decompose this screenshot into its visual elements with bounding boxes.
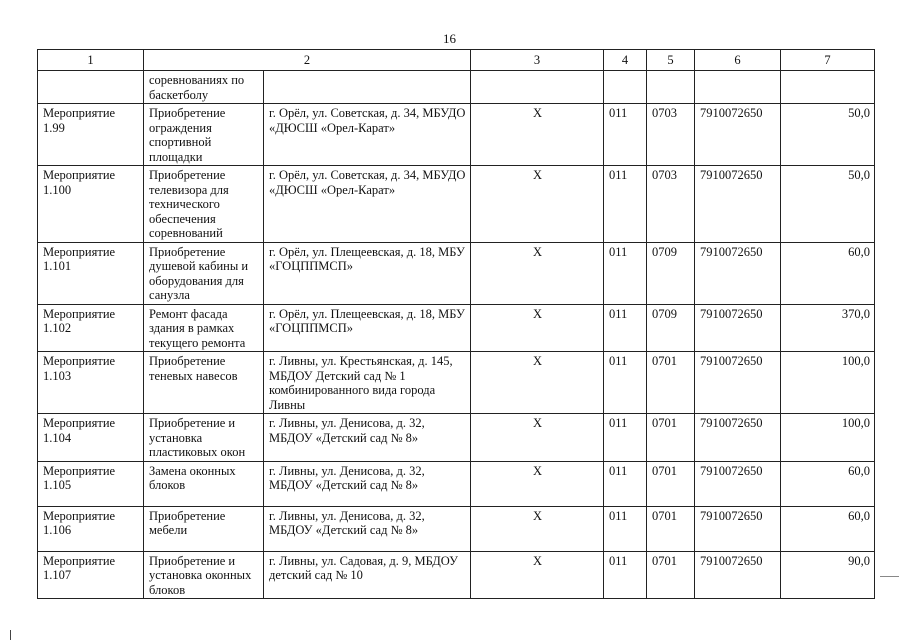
target-code-cell: 7910072650 xyxy=(695,414,781,462)
target-code-cell: 7910072650 xyxy=(695,461,781,506)
address-cell: г. Орёл, ул. Советская, д. 34, МБУДО «ДЮСШ «Орел-Карат» xyxy=(264,104,471,166)
mark-cell: X xyxy=(471,352,604,414)
table-row xyxy=(38,166,875,243)
table-row xyxy=(38,551,875,599)
section-code-cell: 0709 xyxy=(647,304,695,352)
section-code-cell: 0703 xyxy=(647,166,695,243)
measure-id-cell: Мероприятие 1.101 xyxy=(38,242,144,304)
header-cell-5: 5 xyxy=(647,50,695,71)
header-row xyxy=(38,50,875,71)
mark-cell xyxy=(471,71,604,104)
section-code-cell: 0703 xyxy=(647,104,695,166)
amount-cell: 60,0 xyxy=(781,242,875,304)
measure-id-cell: Мероприятие 1.105 xyxy=(38,461,144,506)
amount-cell: 370,0 xyxy=(781,304,875,352)
target-code-cell: 7910072650 xyxy=(695,506,781,551)
mark-cell: X xyxy=(471,461,604,506)
amount-cell: 90,0 xyxy=(781,551,875,599)
address-cell: г. Ливны, ул. Крестьянская, д. 145, МБДОУ Детский сад № 1 комбинированного вида города Ливны xyxy=(264,352,471,414)
grbs-code-cell: 011 xyxy=(604,352,647,414)
mark-cell: X xyxy=(471,304,604,352)
mark-cell: X xyxy=(471,506,604,551)
target-code-cell: 7910072650 xyxy=(695,242,781,304)
header-cell-7: 7 xyxy=(781,50,875,71)
measures-table xyxy=(37,49,875,599)
target-code-cell: 7910072650 xyxy=(695,104,781,166)
measure-id-cell: Мероприятие 1.107 xyxy=(38,551,144,599)
measure-description-cell: Ремонт фасада здания в рамках текущего ремонта xyxy=(144,304,264,352)
scan-artifact-line xyxy=(880,576,899,577)
table-row xyxy=(38,304,875,352)
table-row xyxy=(38,414,875,462)
target-code-cell xyxy=(695,71,781,104)
target-code-cell: 7910072650 xyxy=(695,551,781,599)
section-code-cell: 0701 xyxy=(647,461,695,506)
address-cell: г. Орёл, ул. Плещеевская, д. 18, МБУ «ГОЦППМСП» xyxy=(264,304,471,352)
header-cell-4: 4 xyxy=(604,50,647,71)
section-code-cell: 0701 xyxy=(647,352,695,414)
address-cell: г. Ливны, ул. Садовая, д. 9, МБДОУ детский сад № 10 xyxy=(264,551,471,599)
address-cell: г. Ливны, ул. Денисова, д. 32, МБДОУ «Детский сад № 8» xyxy=(264,506,471,551)
table-row xyxy=(38,104,875,166)
amount-cell: 50,0 xyxy=(781,166,875,243)
page-number: 16 xyxy=(443,31,456,46)
continuation-row xyxy=(38,71,875,104)
amount-cell: 50,0 xyxy=(781,104,875,166)
grbs-code-cell: 011 xyxy=(604,461,647,506)
address-cell: г. Орёл, ул. Плещеевская, д. 18, МБУ «ГОЦППМСП» xyxy=(264,242,471,304)
measure-description-cell: Приобретение душевой кабины и оборудования для санузла xyxy=(144,242,264,304)
measure-description-cell: Приобретение мебели xyxy=(144,506,264,551)
address-cell xyxy=(264,71,471,104)
grbs-code-cell: 011 xyxy=(604,166,647,243)
section-code-cell: 0701 xyxy=(647,414,695,462)
measure-description-cell: Приобретение и установка оконных блоков xyxy=(144,551,264,599)
target-code-cell: 7910072650 xyxy=(695,304,781,352)
measure-id-cell: Мероприятие 1.102 xyxy=(38,304,144,352)
measure-description-cell: соревнованиях по баскетболу xyxy=(144,71,264,104)
measure-description-cell: Приобретение ограждения спортивной площадки xyxy=(144,104,264,166)
target-code-cell: 7910072650 xyxy=(695,352,781,414)
grbs-code-cell: 011 xyxy=(604,304,647,352)
mark-cell: X xyxy=(471,551,604,599)
address-cell: г. Орёл, ул. Советская, д. 34, МБУДО «ДЮСШ «Орел-Карат» xyxy=(264,166,471,243)
measure-description-cell: Замена оконных блоков xyxy=(144,461,264,506)
amount-cell xyxy=(781,71,875,104)
target-code-cell: 7910072650 xyxy=(695,166,781,243)
measure-description-cell: Приобретение телевизора для технического обеспечения соревнований xyxy=(144,166,264,243)
amount-cell: 100,0 xyxy=(781,414,875,462)
measure-id-cell xyxy=(38,71,144,104)
header-cell-2: 2 xyxy=(144,50,471,71)
measure-id-cell: Мероприятие 1.106 xyxy=(38,506,144,551)
table-row xyxy=(38,242,875,304)
measure-description-cell: Приобретение и установка пластиковых окон xyxy=(144,414,264,462)
header-cell-3: 3 xyxy=(471,50,604,71)
amount-cell: 60,0 xyxy=(781,506,875,551)
grbs-code-cell: 011 xyxy=(604,414,647,462)
address-cell: г. Ливны, ул. Денисова, д. 32, МБДОУ «Детский сад № 8» xyxy=(264,461,471,506)
address-cell: г. Ливны, ул. Денисова, д. 32, МБДОУ «Детский сад № 8» xyxy=(264,414,471,462)
amount-cell: 100,0 xyxy=(781,352,875,414)
amount-cell: 60,0 xyxy=(781,461,875,506)
grbs-code-cell: 011 xyxy=(604,242,647,304)
measure-id-cell: Мероприятие 1.100 xyxy=(38,166,144,243)
header-cell-1: 1 xyxy=(38,50,144,71)
section-code-cell: 0701 xyxy=(647,506,695,551)
measure-id-cell: Мероприятие 1.104 xyxy=(38,414,144,462)
table-row xyxy=(38,352,875,414)
measure-description-cell: Приобретение теневых навесов xyxy=(144,352,264,414)
section-code-cell xyxy=(647,71,695,104)
grbs-code-cell: 011 xyxy=(604,506,647,551)
section-code-cell: 0709 xyxy=(647,242,695,304)
mark-cell: X xyxy=(471,104,604,166)
measure-id-cell: Мероприятие 1.103 xyxy=(38,352,144,414)
header-cell-6: 6 xyxy=(695,50,781,71)
mark-cell: X xyxy=(471,414,604,462)
grbs-code-cell xyxy=(604,71,647,104)
table-row xyxy=(38,461,875,506)
measure-id-cell: Мероприятие 1.99 xyxy=(38,104,144,166)
scan-artifact-mark xyxy=(10,630,11,640)
mark-cell: X xyxy=(471,166,604,243)
grbs-code-cell: 011 xyxy=(604,551,647,599)
mark-cell: X xyxy=(471,242,604,304)
table-row xyxy=(38,506,875,551)
section-code-cell: 0701 xyxy=(647,551,695,599)
grbs-code-cell: 011 xyxy=(604,104,647,166)
